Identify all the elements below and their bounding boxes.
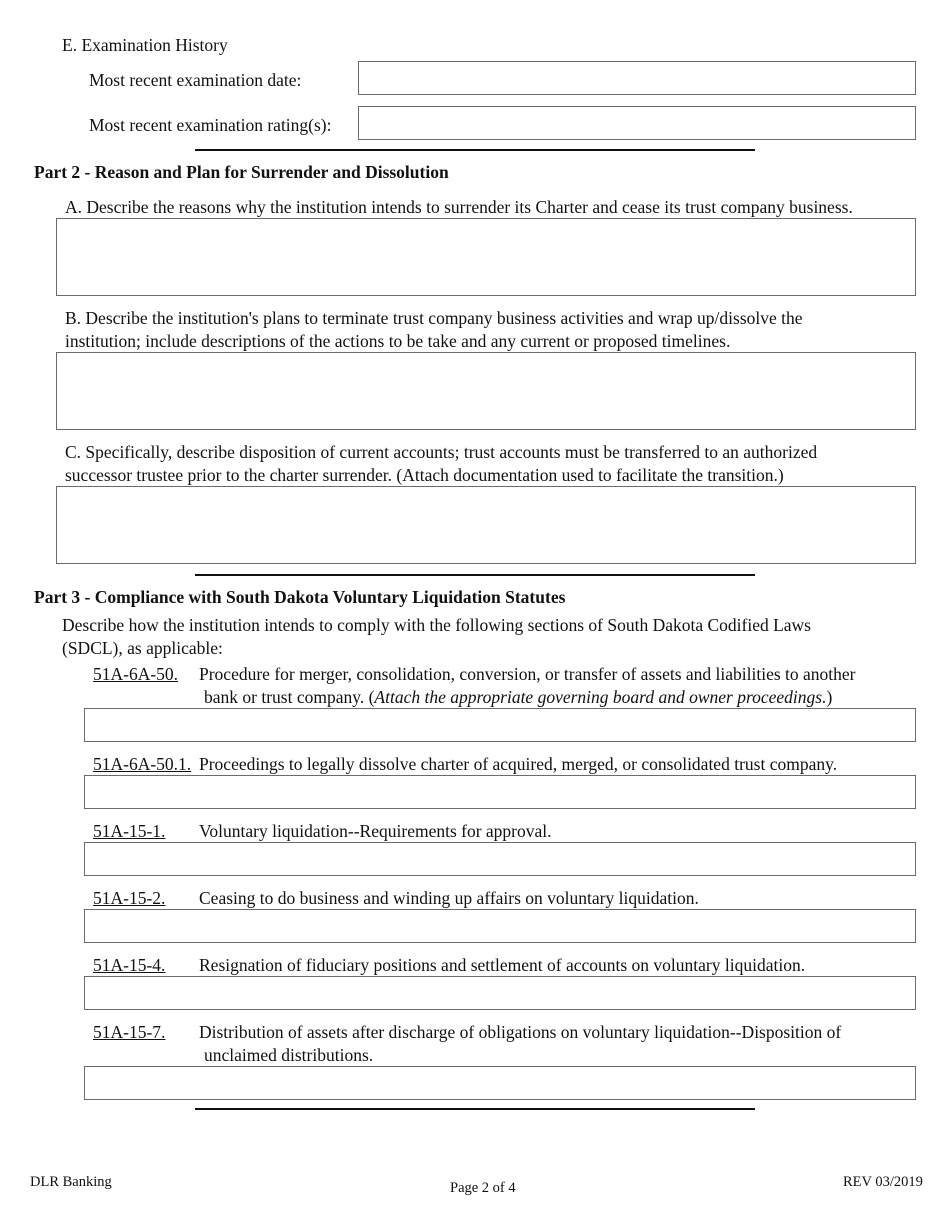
part2-c-field[interactable] <box>56 486 916 564</box>
statute-description: Resignation of fiduciary positions and settlement of accounts on voluntary liquidation. <box>199 955 806 975</box>
part2-b-field[interactable] <box>56 352 916 430</box>
statute-response-field[interactable] <box>84 775 916 809</box>
statute-description: Procedure for merger, consolidation, conversion, or transfer of assets and liabilities to another <box>199 664 856 684</box>
part2-c-text-line1: C. Specifically, describe disposition of current accounts; trust accounts must be transferred to an authorized <box>65 442 818 462</box>
statute-description-line2: unclaimed distributions. <box>204 1045 374 1065</box>
exam-date-field[interactable] <box>358 61 916 95</box>
statute-response-field[interactable] <box>84 909 916 943</box>
statute-description: Ceasing to do business and winding up affairs on voluntary liquidation. <box>199 888 699 908</box>
statute-code: 51A-15-2. <box>93 888 166 908</box>
section-divider <box>195 574 755 576</box>
footer-page-number: Page 2 of 4 <box>450 1180 516 1196</box>
part3-intro-line1: Describe how the institution intends to comply with the following sections of South Dakota Codified Laws <box>62 615 811 635</box>
statute-description: Distribution of assets after discharge of obligations on voluntary liquidation--Disposition of <box>199 1022 842 1042</box>
statute-description: Proceedings to legally dissolve charter of acquired, merged, or consolidated trust company. <box>199 754 838 774</box>
part2-b-text-line2: institution; include descriptions of the actions to be take and any current or proposed timelines. <box>65 331 731 351</box>
section-divider <box>195 1108 755 1110</box>
part2-heading: Part 2 - Reason and Plan for Surrender and Dissolution <box>34 162 449 182</box>
statute-description-line2: bank or trust company. (Attach the appropriate governing board and owner proceedings.) <box>204 687 833 707</box>
statute-response-field[interactable] <box>84 708 916 742</box>
statute-response-field[interactable] <box>84 842 916 876</box>
part2-a-text: A. Describe the reasons why the institution intends to surrender its Charter and cease its trust company business. <box>65 197 853 217</box>
footer-revision: REV 03/2019 <box>843 1174 923 1190</box>
statute-code: 51A-6A-50. <box>93 664 179 684</box>
part2-a-field[interactable] <box>56 218 916 296</box>
statute-code: 51A-15-4. <box>93 955 166 975</box>
section-divider <box>195 149 755 151</box>
statute-code: 51A-15-1. <box>93 821 166 841</box>
statute-code: 51A-15-7. <box>93 1022 166 1042</box>
statute-description: Voluntary liquidation--Requirements for approval. <box>199 821 552 841</box>
part2-b-text-line1: B. Describe the institution's plans to terminate trust company business activities and wrap up/dissolve the <box>65 308 803 328</box>
statute-response-field[interactable] <box>84 1066 916 1100</box>
statute-code: 51A-6A-50.1. <box>93 754 192 774</box>
footer-left: DLR Banking <box>30 1174 112 1190</box>
part3-heading: Part 3 - Compliance with South Dakota Voluntary Liquidation Statutes <box>34 587 566 607</box>
exam-rating-field[interactable] <box>358 106 916 140</box>
part3-intro-line2: (SDCL), as applicable: <box>62 638 223 658</box>
section-e-title: E. Examination History <box>62 35 228 55</box>
part2-c-text-line2: successor trustee prior to the charter surrender. (Attach documentation used to facilitate the transition.) <box>65 465 784 485</box>
exam-rating-label: Most recent examination rating(s): <box>89 115 332 135</box>
exam-date-label: Most recent examination date: <box>89 70 302 90</box>
statute-response-field[interactable] <box>84 976 916 1010</box>
